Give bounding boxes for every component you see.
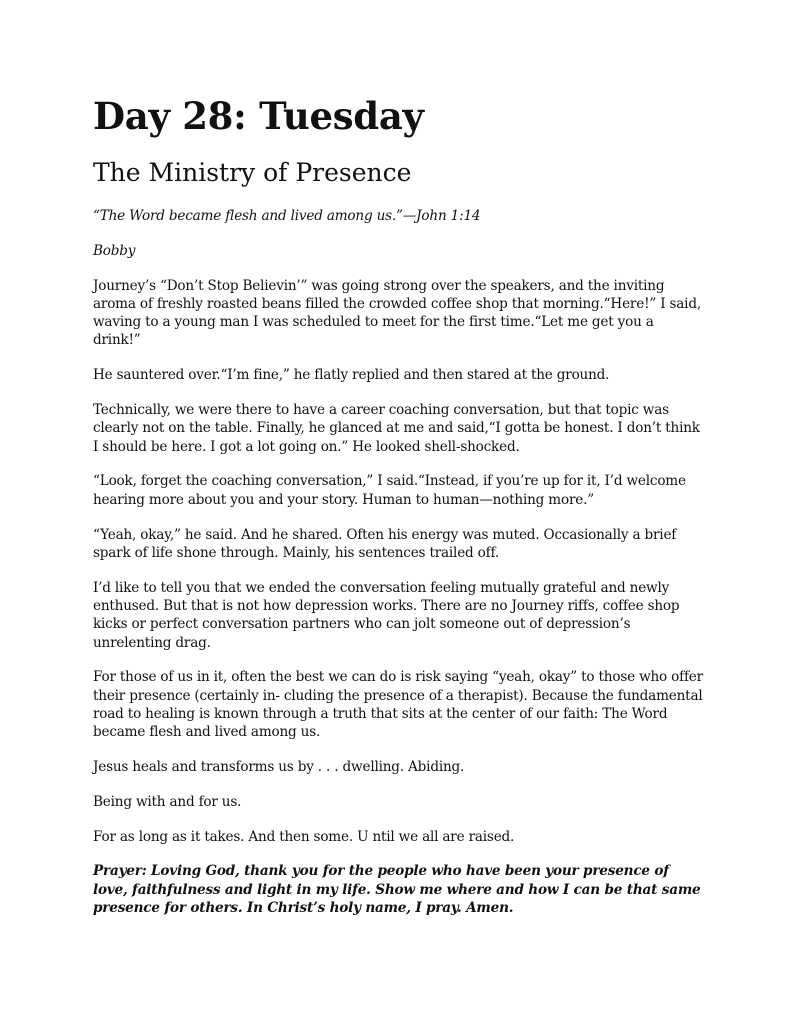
author-name: Bobby [93, 242, 136, 259]
body-text [93, 207, 705, 934]
paragraph: He sauntered over.“I’m fine,” he flatly replied and then stared at the ground. [93, 367, 610, 384]
paragraph: I’d like to tell you that we ended the conversation feeling mutually grateful and newly enthused. But that is not how depression works. There are no Journey riffs, coffee shop kicks or perfect conversation partners who can jolt someone out of depression’s unrelenting drag. [93, 579, 680, 651]
paragraph: For as long as it takes. And then some. U ntil we all are raised. [93, 828, 515, 845]
paragraph: “Look, forget the coaching conversation,” I said.“Instead, if you’re up for it, I’d welcome hearing more about you and your story. Human to human—nothing more.” [93, 473, 686, 508]
page-subtitle: The Ministry of Presence [93, 158, 412, 187]
paragraph: Being with and for us. [93, 793, 242, 810]
paragraph: Journey’s “Don’t Stop Believin’” was going strong over the speakers, and the inviting aroma of freshly roasted beans filled the crowded coffee shop that morning.“Here!” I said, waving to a young man I was scheduled to meet for the first time.“Let me get you a drink!” [93, 277, 701, 349]
epigraph: “The Word became flesh and lived among us.”—John 1:14 [93, 208, 481, 224]
prayer: Prayer: Loving God, thank you for the people who have been your presence of love, faithfulness and light in my life. Show me where and how I can be that same presence for others. In Christ’s holy name, I pray. Amen. [93, 863, 701, 917]
page-title: Day 28: Tuesday [93, 94, 424, 138]
paragraph: Jesus heals and transforms us by . . . dwelling. Abiding. [93, 759, 465, 776]
paragraph: For those of us in it, often the best we can do is risk saying “yeah, okay” to those who offer their presence (certainly in- cluding the presence of a therapist). Because the fundamental road to healing is known through a truth that sits at the center of our faith: The Word became flesh and lived among us. [93, 669, 703, 741]
paragraph: “Yeah, okay,” he said. And he shared. Often his energy was muted. Occasionally a brief spark of life shone through. Mainly, his sentences trailed off. [93, 526, 677, 561]
paragraph: Technically, we were there to have a career coaching conversation, but that topic was clearly not on the table. Finally, he glanced at me and said,“I gotta be honest. I don’t think I should be here. I got a lot going on.” He looked shell-shocked. [93, 402, 700, 455]
